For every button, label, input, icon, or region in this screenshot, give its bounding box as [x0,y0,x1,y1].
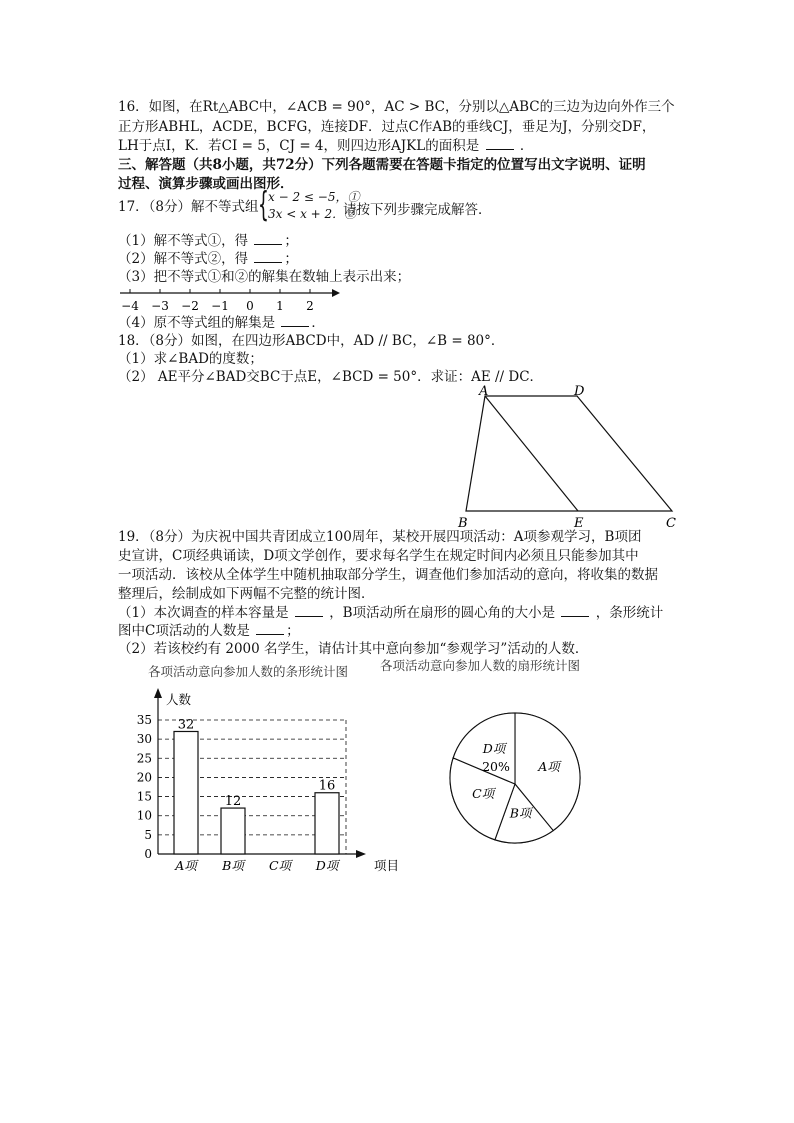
q19-angle-blank[interactable] [561,604,589,617]
q19-line-5-part-b: ，B项活动所在扇形的圆心角的大小是 [329,605,556,621]
q17-step-3: （3）把不等式①和②的解集在数轴上表示出来； [118,269,411,285]
y-tick-label: 25 [136,751,152,766]
q18-line-2: （1）求∠BAD的度数； [118,351,263,367]
bar-chart [110,684,400,884]
pie-slice-label: A项 [538,758,560,774]
q19-line-5 [118,604,663,623]
pie-chart-title: 各项活动意向参加人数的扇形统计图 [380,658,581,673]
bar [315,793,339,854]
q18-line-3: （2） AE平分∠BAD交BC于点E，∠BCD = 50°．求证：AE // DC． [118,369,544,385]
pie-slice-label: D项 [482,741,506,757]
quadrilateral-figure [450,382,690,532]
q16-line-3 [118,137,533,156]
number-line-tick-label: 1 [276,299,284,313]
x-tick-label: D项 [315,858,339,873]
bar [221,808,245,854]
q17-instruction: 请按下列步骤完成解答． [343,202,492,218]
q17-step-4-blank[interactable] [281,314,309,327]
x-axis-label: 项目 [374,858,400,873]
bar-data-label: 16 [318,778,336,794]
label-a: A [479,384,489,399]
y-tick-label: 5 [144,827,152,842]
q16-line-1: 16．如图，在Rt△ABC中，∠ACB = 90°，AC > BC，分别以△ABC的三边为边向外作三个 [118,99,675,115]
q16-line-2: 正方形ABHL，ACDE，BCFG，连接DF．过点C作AB的垂线CJ，垂足为J，分别交DF， [118,119,656,135]
q16-line-3-end: ． [519,138,534,154]
quadrilateral-abcd [466,396,672,511]
y-tick-label: 0 [144,847,152,861]
x-tick-label: C项 [268,858,292,873]
q17-inequality-1: x − 2 ≤ −5，① [268,190,360,204]
section3-line-2: 过程、演算步骤或画出图形． [118,176,294,192]
q19-line-5-part-c: ，条形统计 [595,605,664,621]
q17-step-2 [118,250,298,269]
pie-annotation: 20% [482,759,510,775]
bar-chart-title: 各项活动意向参加人数的条形统计图 [148,664,349,679]
q17-step-2-punct: ； [284,251,298,267]
q17-step-1-blank[interactable] [254,232,282,245]
q19-line-5-part-a: （1）本次调查的样本容量是 [118,605,289,621]
label-d: D [574,384,585,399]
y-tick-label: 30 [136,732,152,747]
q19-line-6 [118,622,300,641]
q16-answer-blank[interactable] [486,137,514,150]
pie-slice-label: B项 [509,805,532,821]
q17-step-4 [118,314,325,333]
bar [174,731,198,854]
pie-chart [440,700,610,860]
bar-data-label: 12 [224,794,242,810]
pie-slice-label: C项 [472,786,495,802]
y-axis-label: 人数 [166,692,192,707]
q17-step-2-text: （2）解不等式②，得 [118,251,249,267]
q19-line-6-part-a: 图中C项活动的人数是 [118,623,250,639]
y-axis-arrow [154,688,162,698]
q17-step-4-text: （4）原不等式组的解集是 [118,315,276,331]
number-line-tick-label: −2 [181,299,199,313]
q17-step-1 [118,232,298,251]
bar-data-label: 32 [177,717,195,733]
q19-line-3: 一项活动．该校从全体学生中随机抽取部分学生，调查他们参加活动的意向，将收集的数据 [118,567,658,583]
number-line-tick-label: 2 [306,299,314,313]
label-e: E [574,516,584,531]
x-tick-label: A项 [175,858,197,873]
q19-line-4: 整理后，绘制成如下两幅不完整的统计图． [118,586,375,602]
q17-step-2-blank[interactable] [254,250,282,263]
segment-ae [485,396,578,511]
number-line-tick-label: −4 [121,299,139,313]
y-tick-label: 20 [136,770,152,785]
q17-step-1-text: （1）解不等式①，得 [118,233,249,249]
q19-line-2: 史宣讲，C项经典诵读，D项文学创作，要求每名学生在规定时间内必须且只能参加其中 [118,548,639,564]
q18-line-1: 18．（8分）如图，在四边形ABCD中，AD // BC，∠B = 80°． [118,333,505,349]
x-tick-label: B项 [222,858,244,873]
q17-intro: 17．（8分）解不等式组 [118,199,259,215]
q17-step-4-punct: ． [311,315,325,331]
y-tick-label: 15 [136,789,152,804]
section3-line-1: 三、解答题（共8小题，共72分）下列各题需要在答题卡指定的位置写出文字说明、证明 [118,157,646,173]
label-c: C [666,516,676,531]
y-tick-label: 35 [136,713,152,727]
number-line-tick-label: −1 [211,299,229,313]
q19-sample-size-blank[interactable] [295,604,323,617]
q16-line-3-text: LH于点I，K．若CI = 5，CJ = 4，则四边形AJKL的面积是 [118,138,480,154]
q19-line-7: （2）若该校约有 2000 名学生，请估计其中意向参加“参观学习”活动的人数． [118,641,589,657]
number-line-tick-label: 0 [246,299,254,313]
q19-c-count-blank[interactable] [256,622,284,635]
label-b: B [458,516,468,531]
number-line-arrow [332,289,340,297]
q19-line-1: 19．（8分）为庆祝中国共青团成立100周年，某校开展四项活动：A项参观学习，B项团 [118,529,642,545]
q17-system-brace: { [258,185,269,225]
x-axis-arrow [356,850,366,858]
number-line-tick-label: −3 [151,299,169,313]
y-tick-label: 10 [136,808,152,823]
q19-line-6-part-b: ； [286,623,300,639]
q17-step-1-punct: ； [284,233,298,249]
q17-inequality-2: 3x < x + 2．② [268,207,357,221]
